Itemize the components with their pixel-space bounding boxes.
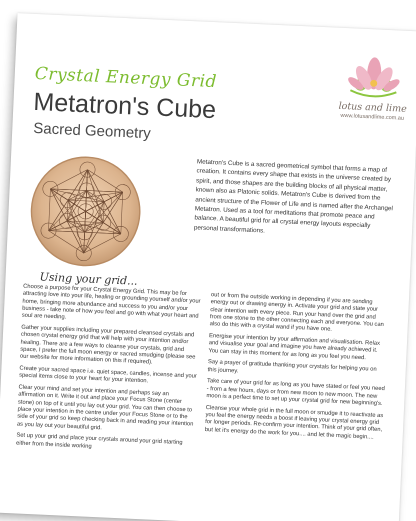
- instruction-paragraph: Say a prayer of gratitude thanking your crystals for helping you on this journey.: [207, 359, 377, 375]
- instructions-right-column: [204, 292, 388, 446]
- instruction-paragraph: Gather your supplies including your prepared cleansed crystals and chosen crystal energy grid that will help with your intention and/or healing. There are a few ways to cleanse your crystals, grid and space, I prefer the full moon energy or sacred smudging (please see our website for more information on this if required).: [19, 324, 196, 366]
- instruction-paragraph: Cleanse your whole grid in the full moon or smudge it to reactivate as you feel the energy needs a boost if leaving your crystal energy grid for longer periods. Re-confirm your intention. Think of your grid often, but let it's energy do the work for you.... and let the magic begin....: [204, 404, 384, 441]
- page-title: Metatron's Cube: [32, 87, 217, 125]
- instruction-paragraph: Set up your grid and place your crystals around your grid starting either from the inside working: [15, 432, 183, 450]
- instruction-paragraph: Energise your intention by your affirmation and visualisation. Relax and visualise your goal and imagine you have already achieved it. You can stay in this moment for as long as you feel you need.: [208, 333, 381, 361]
- lotus-flower-icon: [344, 50, 404, 103]
- instructions-left-column: [16, 284, 201, 460]
- metatrons-cube-image: [26, 152, 145, 271]
- instruction-paragraph: Choose a purpose for your Crystal Energy Grid. This may be for attracting love into your life, healing or grounding yourself and/or your home, bringing more abundance and success to you and/or your business - take note of how you feel and go with what your heart and soul are needing.: [21, 283, 201, 321]
- instruction-paragraph: Create your sacred space i.e. quiet space, candles, incense and your special items close to your heart for your intention.: [18, 365, 197, 385]
- page-subtitle: Sacred Geometry: [32, 119, 152, 143]
- instruction-paragraph: Take care of your grid for as long as you have stated or feel you need - from a few hours, days or from new moon to new moon. The new moon is a perfect time to set up your crystal grid for new beginning's.: [206, 378, 385, 408]
- brand-logo: [335, 50, 412, 122]
- document-sheet: [0, 13, 416, 521]
- logo-name: lotus and lime: [338, 100, 407, 115]
- logo-url: www.lotusandlime.com.au: [340, 112, 405, 122]
- intro-paragraph: Metatron's Cube is a sacred geometrical symbol that forms a map of creation. It contains every shape that exists in the universe created by spirit, and those shapes are the building blocks of all physical matter, known also as Platonic solids. Metatron's Cube is derived from the ancient structure of the Flower of Life and is named after the Archangel Metatron. Used as a tool for meditations that promote peace and balance. A beautiful grid for all crystal energy layouts especially personal transformations.: [193, 158, 393, 235]
- brand-title: Crystal Energy Grid: [34, 63, 218, 93]
- instruction-paragraph: Clear your mind and set your intention and perhaps say an affirmation on it. Write it out and place your Focus Stone (center stone) on top of it until you lay out your grid. You can then choose to place your intention in the centre under your Focus Stone or to the side of your grid so keep checking back in and reading your intention as you lay out your beautiful grid.: [16, 384, 194, 431]
- section-heading: Using your grid...: [39, 270, 138, 288]
- instruction-paragraph: out or from the outside working in depending if you are sending energy out or drawing energy in. Activate your grid and state your clear intention with every piece. Run your hand over the grid and from one stone to the other connecting each and everyone. You can also do this with a crystal wand if you have one.: [209, 292, 384, 333]
